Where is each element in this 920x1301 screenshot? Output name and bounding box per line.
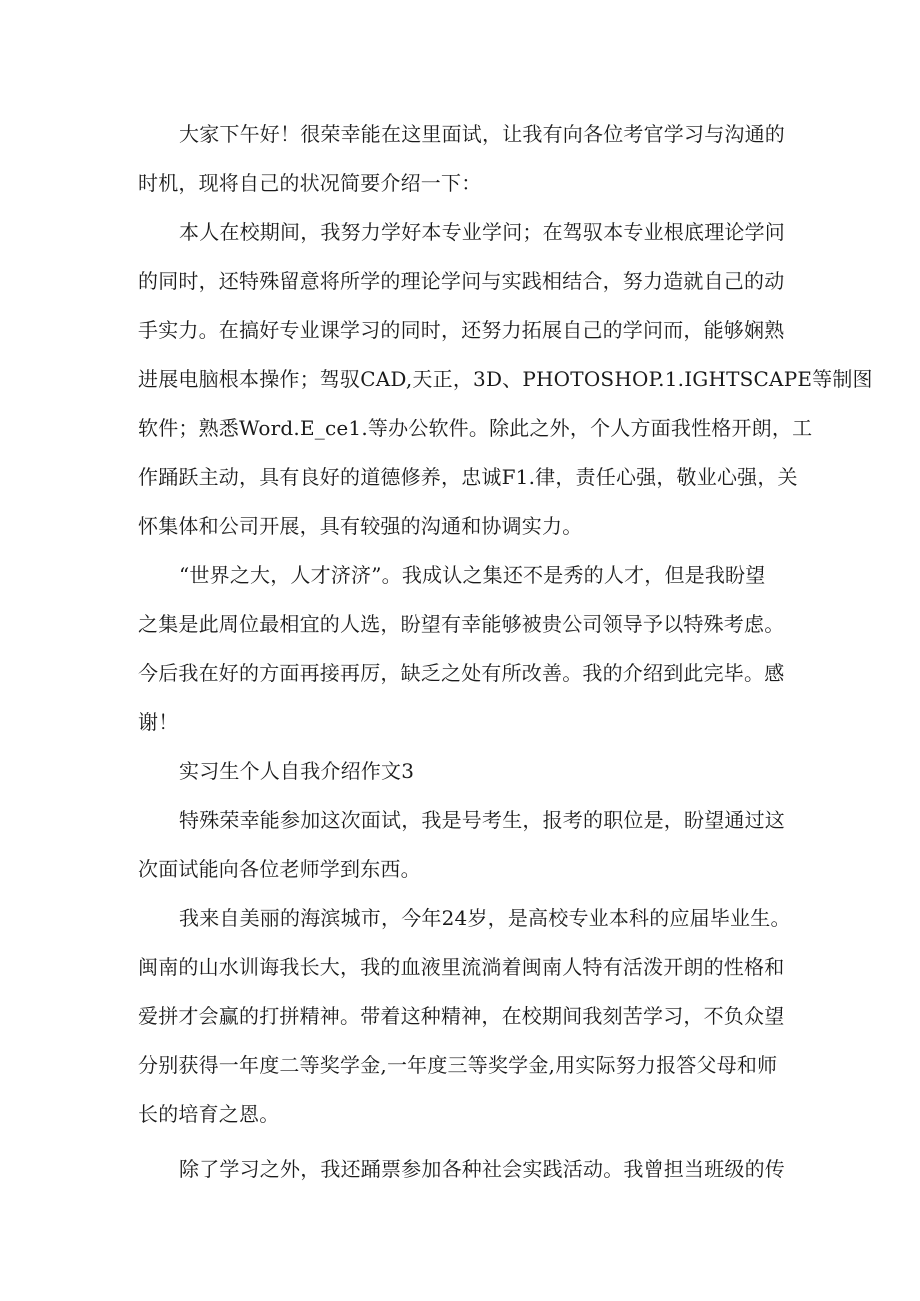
paragraph-background-line-5: 长的培育之恩。	[138, 1102, 280, 1126]
paragraph-study-line-6: 作踊跃主动，具有良好的道德修养，忠诚F1.律，责任心强，敬业心强，关	[138, 465, 798, 489]
paragraph-study-line-3: 手实力。在搞好专业课学习的同时，还努力拓展自己的学问而，能够娴熟	[138, 318, 785, 342]
paragraph-closing-line-3: 今后我在好的方面再接再厉，缺乏之处有所改善。我的介绍到此完毕。感	[138, 661, 785, 685]
paragraph-intro-line-2: 次面试能向各位老师学到东西。	[138, 857, 421, 881]
paragraph-study-line-5: 软件；熟悉Word.E_ce1.等办公软件。除此之外，个人方面我性格开朗，工	[138, 416, 813, 440]
paragraph-greeting-line-2: 时机，现将自己的状况简要介绍一下：	[138, 171, 482, 195]
paragraph-study-line-2: 的同时，还特殊留意将所学的理论学问与实践相结合，努力造就自己的动	[138, 269, 785, 293]
paragraph-closing-line-4: 谢！	[138, 710, 179, 734]
paragraph-study-line-4: 进展电脑根本操作；驾驭CAD,天正，3D、PHOTOSHOP.1.IGHTSCAPE等制图	[138, 367, 873, 391]
section-heading: 实习生个人自我介绍作文3	[179, 759, 415, 783]
paragraph-intro-line-1: 特殊荣幸能参加这次面试，我是号考生，报考的职位是，盼望通过这	[179, 808, 785, 832]
paragraph-study-line-7: 怀集体和公司开展，具有较强的沟通和协调实力。	[138, 514, 583, 538]
paragraph-activities-line-1: 除了学习之外，我还踊票参加各种社会实践活动。我曾担当班级的传	[179, 1157, 785, 1181]
paragraph-background-line-3: 爱拼才会赢的打拼精神。带着这种精神，在校期间我刻苦学习，不负众望	[138, 1004, 785, 1028]
paragraph-closing-line-1: “世界之大，人才济济”。我成认之集还不是秀的人才，但是我盼望	[179, 563, 766, 587]
paragraph-background-line-1: 我来自美丽的海滨城市，今年24岁，是高校专业本科的应届毕业生。	[179, 906, 791, 930]
paragraph-background-line-2: 闽南的山水训诲我长大，我的血液里流淌着闽南人特有活泼开朗的性格和	[138, 955, 785, 979]
paragraph-greeting-line-1: 大家下午好！很荣幸能在这里面试，让我有向各位考官学习与沟通的	[179, 122, 785, 146]
paragraph-background-line-4: 分别获得一年度二等奖学金,一年度三等奖学金,用实际努力报答父母和师	[138, 1053, 778, 1077]
paragraph-study-line-1: 本人在校期间，我努力学好本专业学问；在驾驭本专业根底理论学问	[179, 220, 785, 244]
paragraph-closing-line-2: 之集是此周位最相宜的人选，盼望有幸能够被贵公司领导予以特殊考虑。	[138, 612, 785, 636]
